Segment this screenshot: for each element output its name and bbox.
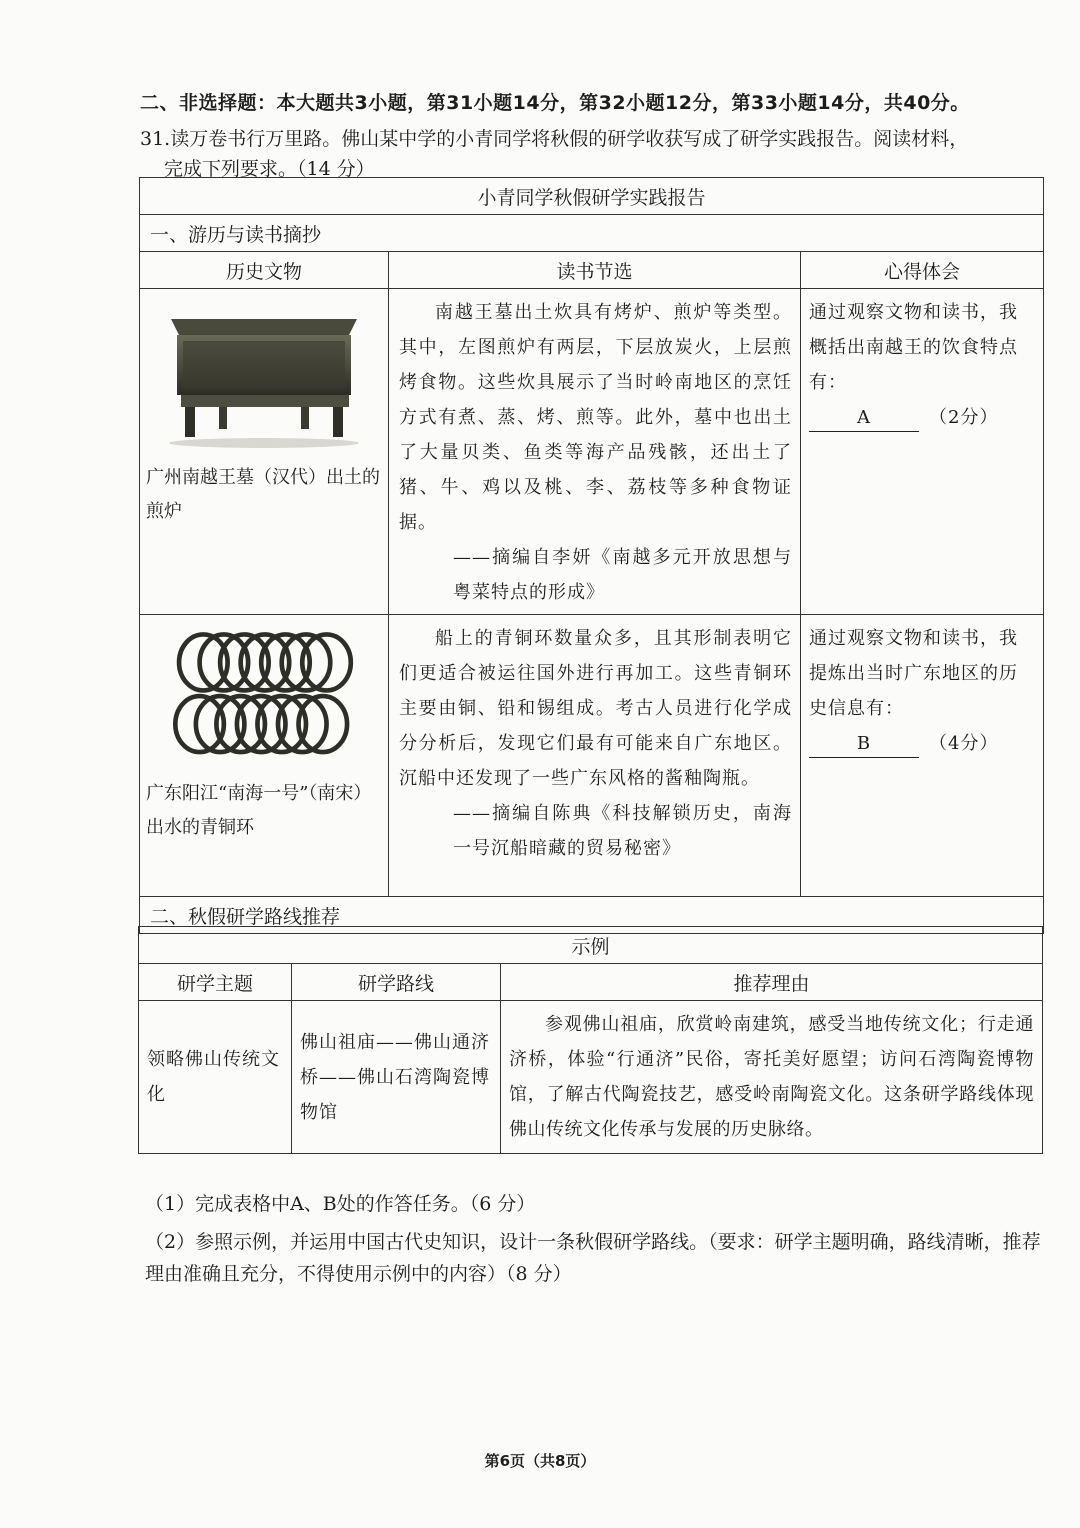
sub-question-1: （1）完成表格中A、B处的作答任务。（6 分）: [145, 1193, 536, 1215]
page-footer: 第6页（共8页）: [484, 1452, 596, 1470]
report-table: [139, 177, 1044, 934]
excerpt-cell: [389, 289, 801, 615]
report-title: 小青同学秋假研学实践报告: [140, 178, 1044, 215]
insight-text: 通过观察文物和读书，我概括出南越王的饮食特点有：: [809, 302, 1018, 393]
insight-cell: [801, 615, 1044, 897]
sub-question-2: （2）参照示例，并运用中国古代史知识，设计一条秋假研学路线。（要求：研学主题明确，路线清晰，推荐理由准确且充分，不得使用示例中的内容）（8 分）: [145, 1231, 1041, 1285]
excerpt-source: ——摘编自陈典《科技解锁历史，南海一号沉船暗藏的贸易秘密》: [453, 803, 792, 859]
route-reason-cell: [501, 1001, 1043, 1154]
artifact-cell: [140, 615, 389, 897]
section-2-title: 二、秋假研学路线推荐: [140, 897, 1044, 934]
col-header-artifact: 历史文物: [140, 252, 389, 289]
section-1-title: 一、游历与读书摘抄: [140, 215, 1044, 252]
question-line-1: 31.读万卷书行万里路。佛山某中学的小青同学将秋假的研学收获写成了研学实践报告。阅读材料，: [140, 128, 969, 150]
col-header-theme: 研学主题: [139, 964, 292, 1001]
answer-blank-b[interactable]: B: [809, 731, 919, 758]
col-header-excerpt: 读书节选: [389, 252, 801, 289]
example-label: 示例: [139, 927, 1043, 964]
col-header-insight: 心得体会: [801, 252, 1044, 289]
route-theme: 领略佛山传统文化: [139, 1001, 292, 1154]
excerpt-cell: [389, 615, 801, 897]
question-intro: [140, 124, 1040, 184]
bronze-stove-image: [159, 301, 369, 451]
col-header-route: 研学路线: [292, 964, 501, 1001]
col-header-reason: 推荐理由: [501, 964, 1043, 1001]
insight-cell: [801, 289, 1044, 615]
route-reason: 参观佛山祖庙，欣赏岭南建筑，感受当地传统文化；行走通济桥，体验“行通济”民俗，寄托美好愿望；访问石湾陶瓷博物馆，了解古代陶瓷技艺，感受岭南陶瓷文化。这条研学路线体现佛山传统文化传承与发展的历史脉络。: [509, 1014, 1034, 1140]
artifact-caption: 广东阳江“南海一号”（南宋）出水的青铜环: [146, 783, 372, 838]
artifact-cell: [140, 289, 389, 615]
artifact-caption: 广州南越王墓（汉代）出土的煎炉: [146, 467, 380, 522]
excerpt-source: ——摘编自李妍《南越多元开放思想与粤菜特点的形成》: [453, 547, 792, 603]
excerpt-text: 船上的青铜环数量众多，且其形制表明它们更适合被运往国外进行再加工。这些青铜环主要由铜、铅和锡组成。考古人员进行化学成分分析后，发现它们最有可能来自广东地区。沉船中还发现了一些广东风格的酱釉陶瓶。: [399, 628, 792, 789]
question-line-2: 完成下列要求。（14 分）: [164, 158, 375, 180]
excerpt-text: 南越王墓出土炊具有烤炉、煎炉等类型。其中，左图煎炉有两层，下层放炭火，上层煎烤食物。这些炊具展示了当时岭南地区的烹饪方式有煮、蒸、烤、煎等。此外，墓中也出土了大量贝类、鱼类等海产品残骸，还出土了猪、牛、鸡以及桃、李、荔枝等多种食物证据。: [399, 302, 792, 533]
section-heading: 二、非选择题：本大题共3小题，第31小题14分，第32小题12分，第33小题14分，共40分。: [140, 92, 970, 114]
route-path: 佛山祖庙——佛山通济桥——佛山石湾陶瓷博物馆: [292, 1001, 501, 1154]
insight-text: 通过观察文物和读书，我提炼出当时广东地区的历史信息有：: [809, 628, 1018, 719]
answer-blank-a[interactable]: A: [809, 405, 919, 432]
bronze-rings-image: [159, 627, 369, 767]
route-table: [138, 926, 1043, 1154]
points-label: （4分）: [929, 733, 999, 754]
points-label: （2分）: [929, 407, 999, 428]
